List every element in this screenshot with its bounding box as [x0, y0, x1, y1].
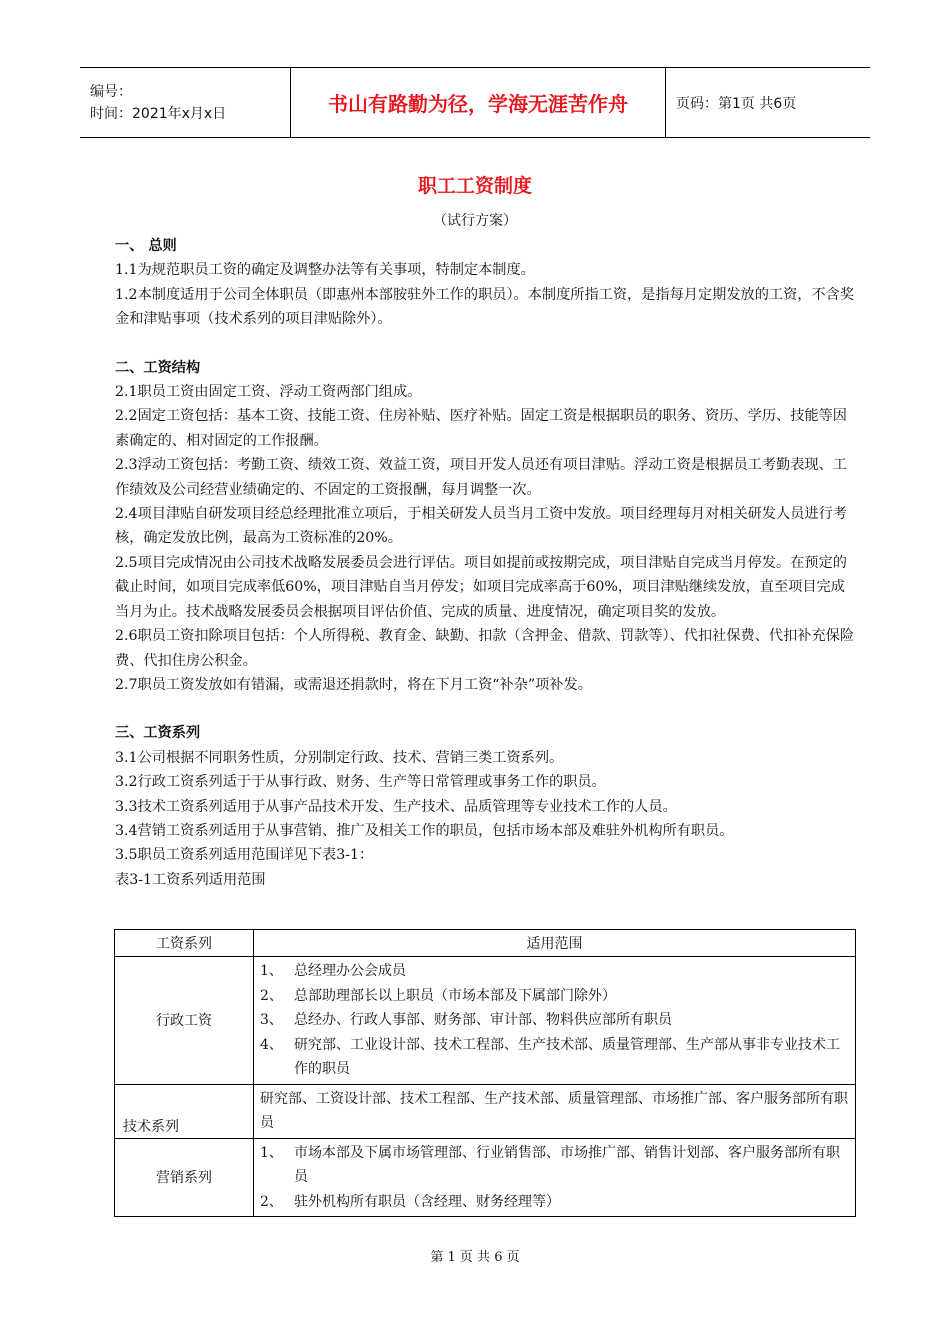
- row-category-admin: 行政工资: [115, 957, 254, 1085]
- paragraph-2-1: 2.1职员工资由固定工资、浮动工资两部门组成。: [115, 384, 422, 401]
- list-item: 1、 市场本部及下属市场管理部、行业销售部、市场推广部、销售计划部、客户服务部所有职员: [260, 1144, 840, 1185]
- paragraph-2-4: 2.4项目津贴自研发项目经总经理批准立项后，于相关研发人员当月工资中发放。项目经理每月对相关研发人员进行考核，确定发放比例，最高为工资标准的20%。: [115, 506, 847, 547]
- page-title: 职工工资制度: [417, 175, 532, 197]
- paragraph-3-3: 3.3技术工资系列适用于从事产品技术开发、生产技术、品质管理等专业技术工作的人员。: [115, 798, 677, 815]
- table-row: [115, 1084, 856, 1138]
- paragraph-3-5: 3.5职员工资系列适用范围详见下表3-1：: [115, 847, 374, 864]
- page-subtitle: （试行方案）: [433, 213, 517, 229]
- number-label: 编号：: [90, 83, 132, 100]
- table-caption: 表3-1工资系列适用范围: [115, 871, 266, 888]
- list-item: 4、 研究部、工业设计部、技术工程部、生产技术部、质量管理部、生产部从事非专业技术工作的职员: [260, 1036, 840, 1077]
- paragraph-1-2: 1.2本制度适用于公司全体职员（即惠州本部胺驻外工作的职员）。本制度所指工资，是指每月定期发放的工资，不含奖金和津贴事项（技术系列的项目津贴除外）。: [115, 286, 855, 328]
- header-slogan-cell: [291, 68, 666, 137]
- header-page-cell: [666, 68, 870, 137]
- document-body: [115, 234, 855, 892]
- document-header: [80, 67, 870, 138]
- paragraph-2-7: 2.7职员工资发放如有错漏，或需退还捐款时，将在下月工资“补杂”项补发。: [115, 676, 592, 693]
- list-item: 1、 总经理办公会成员: [260, 963, 406, 979]
- row-scope-tech: 研究部、工资设计部、技术工程部、生产技术部、质量管理部、市场推广部、客户服务部所有职员: [254, 1084, 856, 1138]
- slogan: 书山有路勤为径，学海无涯苦作舟: [328, 92, 628, 116]
- paragraph-1-1: 1.1为规范职员工资的确定及调整办法等有关事项，特制定本制度。: [115, 262, 535, 279]
- page-footer: 第 1 页 共 6 页: [430, 1250, 520, 1265]
- row-scope-sales: [254, 1138, 856, 1217]
- table-header-series: 工资系列: [115, 930, 254, 957]
- list-item: 3、 总经办、行政人事部、财务部、审计部、物料供应部所有职员: [260, 1012, 672, 1028]
- row-category-tech: 技术系列: [115, 1084, 254, 1138]
- paragraph-2-3: 2.3浮动工资包括：考勤工资、绩效工资、效益工资，项目开发人员还有项目津贴。浮动工资是根据员工考勤表现、工作绩效及公司经营业绩确定的、不固定的工资报酬，每月调整一次。: [115, 457, 847, 498]
- page-info: 页码：第1页 共6页: [676, 95, 797, 112]
- header-left-cell: [80, 68, 291, 137]
- table-row: [115, 957, 856, 1085]
- table-row: [115, 1138, 856, 1217]
- salary-series-table: [114, 929, 856, 1217]
- paragraph-2-6: 2.6职员工资扣除项目包括：个人所得税、教育金、缺勤、扣款（含押金、借款、罚款等）、代扣社保费、代扣补充保险费、代扣住房公积金。: [115, 628, 855, 669]
- paragraph-3-2: 3.2行政工资系列适于于从事行政、财务、生产等日常管理或事务工作的职员。: [115, 774, 606, 791]
- row-scope-admin: [254, 957, 856, 1085]
- paragraph-3-4: 3.4营销工资系列适用于从事营销、推广及相关工作的职员，包括市场本部及难驻外机构所有职员。: [115, 822, 734, 839]
- paragraph-3-1: 3.1公司根据不同职务性质，分别制定行政、技术、营销三类工资系列。: [115, 749, 564, 766]
- row-category-sales: 营销系列: [115, 1138, 254, 1217]
- table-header-row: [115, 930, 856, 957]
- section-heading-2: 二、工资结构: [115, 359, 201, 376]
- paragraph-2-2: 2.2固定工资包括：基本工资、技能工资、住房补贴、医疗补贴。固定工资是根据职员的职务、资历、学历、技能等因素确定的、相对固定的工作报酬。: [115, 408, 847, 449]
- section-heading-3: 三、工资系列: [115, 725, 201, 742]
- list-item: 2、 驻外机构所有职员（含经理、财务经理等）: [260, 1193, 560, 1210]
- section-heading-1: 一、 总则: [115, 238, 177, 254]
- list-item: 2、 总部助理部长以上职员（市场本部及下属部门除外）: [260, 987, 616, 1004]
- time-label: 时间：2021年x月x日: [90, 105, 227, 122]
- table-header-scope: 适用范围: [254, 930, 856, 957]
- paragraph-2-5: 2.5项目完成情况由公司技术战略发展委员会进行评估。项目如提前或按期完成，项目津贴自完成当月停发。在预定的截止时间，如项目完成率低60%，项目津贴自当月停发；如项目完成率高于60%，项目津贴继续发放，直至项目完成当月为止。技术战略发展委员会根据项目评估价值、完成的质量、进度情况，确定项目奖的发放。: [115, 554, 847, 620]
